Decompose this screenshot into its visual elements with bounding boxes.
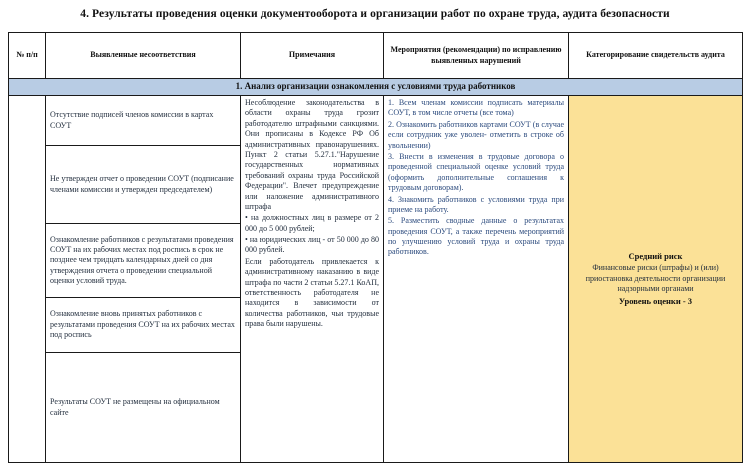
notes-paragraph: Несоблюдение законодательства в области охраны труда грозит работодателю штрафными санкциями. Они прописаны в Кодексе РФ Об административных правонарушениях. Пункт 2 статьи 5.27.1."Нарушение государственных нормативных требований охраны труда Российской Федерации". Влечет предупреждение или наложение административного штрафа	[245, 98, 379, 211]
finding-cell-2: Не утвержден отчет о проведении СОУТ (подписание членами комиссии и утвержден председателем)	[46, 146, 241, 224]
section-title: 1. Анализ организации ознакомления с условиями труда работников	[9, 79, 743, 96]
action-item-4: 4. Знакомить работников с условиями труда при приеме на работу.	[388, 194, 564, 214]
category-cell	[569, 96, 743, 463]
finding-cell-5: Результаты СОУТ не размещены на официальном сайте	[46, 353, 241, 463]
notes-bullet-officials: • на должностных лиц в размере от 2 000 до 5 000 рублей;	[245, 213, 379, 233]
notes-bullet-legal-entities: • на юридических лиц - от 50 000 до 80 000 рублей.	[245, 235, 379, 255]
header-notes: Примечания	[241, 33, 384, 79]
table-header-row	[9, 33, 743, 79]
action-item-5: 5. Разместить сводные данные о результатах проведения СОУТ, а также перечень мероприятий по улучшению условий труда и охраны труда работников.	[388, 216, 564, 257]
assessment-level: Уровень оценки - 3	[618, 295, 693, 306]
section-header-row	[9, 79, 743, 96]
header-category: Категорирование свидетельств аудита	[569, 33, 743, 79]
notes-paragraph: Если работодатель привлекается к административному наказанию в виде штрафа по части 2 статьи 5.27.1 КоАП, ответственность работодателя не находится в зависимости от количества работников, чьи трудовые права были нарушены.	[245, 256, 379, 329]
finding-cell-1: Отсутствие подписей членов комиссии в картах СОУТ	[46, 96, 241, 146]
action-item-2: 2. Ознакомить работников картами СОУТ (в случае если сотрудник уже уволен- отметить в строке об увольнении)	[388, 119, 564, 150]
actions-cell	[384, 96, 569, 463]
notes-cell	[241, 96, 384, 463]
document-title: 4. Результаты проведения оценки документооборота и организации работ по охране труда, аудита безопасности	[80, 8, 670, 20]
finding-cell-4: Ознакомление вновь принятых работников с результатами проведения СОУТ на их рабочих местах под роспись	[46, 298, 241, 353]
action-item-3: 3. Внести в изменения в трудовые договора о проведенной специальной оценке условий труда (оформить дополнительные соглашения к трудовым договорам).	[388, 151, 564, 193]
risk-description: Финансовые риски (штрафы) и (или) приостановка деятельности организации надзорными органами	[585, 263, 726, 294]
audit-results-table	[8, 32, 743, 463]
table-row	[9, 96, 743, 146]
header-actions: Мероприятия (рекомендации) по исправлению выявленных нарушений	[384, 33, 569, 79]
header-findings: Выявленные несоответствия	[46, 33, 241, 79]
action-item-1: 1. Всем членам комиссии подписать материалы СОУТ, в том числе отчеты (все тома)	[388, 98, 564, 118]
row-number-cell	[9, 96, 46, 463]
finding-cell-3: Ознакомление работников с результатами проведения СОУТ на их рабочих местах под роспись в срок не позднее чем тридцать календарных дней со дня утверждения отчета о проведении специальной оценки условий труда.	[46, 224, 241, 298]
header-row-number: № п/п	[9, 33, 46, 79]
risk-level-label: Средний риск	[628, 251, 683, 262]
